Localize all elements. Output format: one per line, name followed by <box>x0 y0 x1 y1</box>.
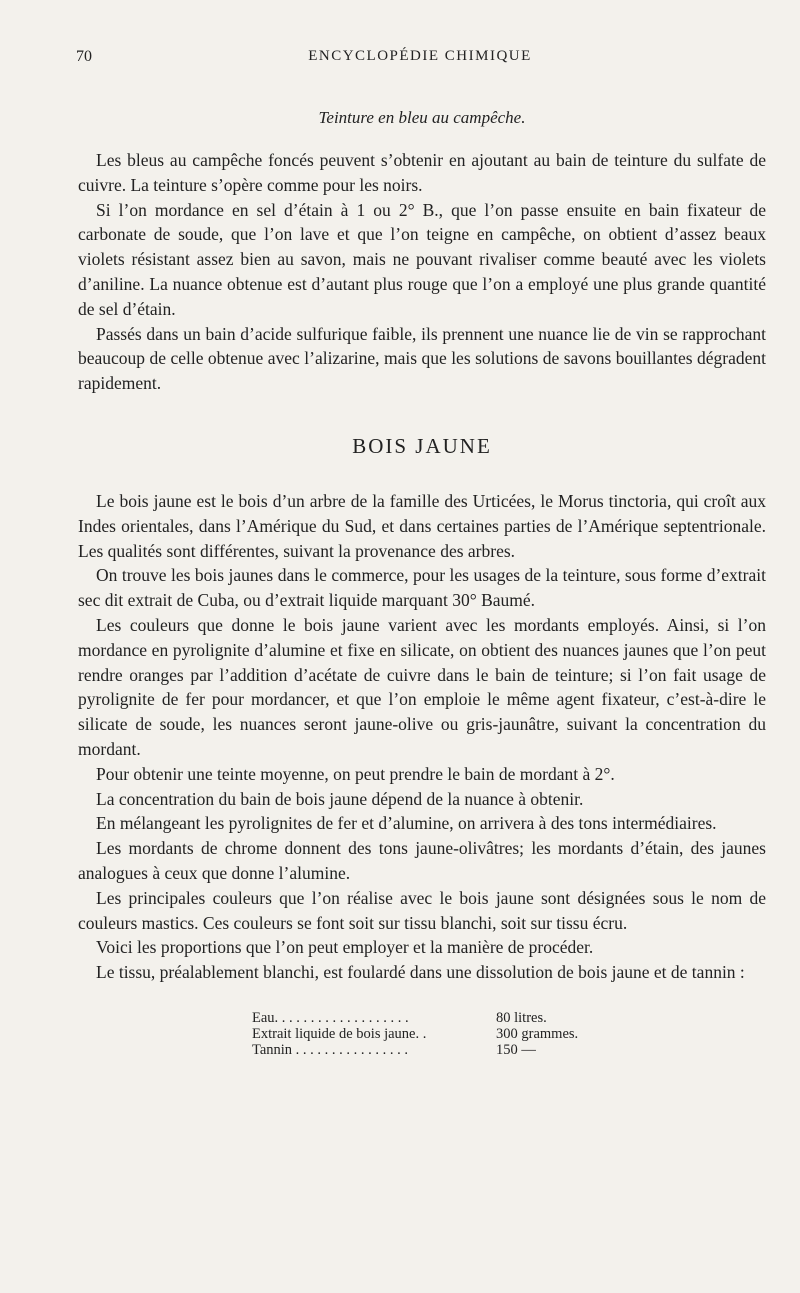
recipe-quantity: 300 grammes. <box>496 1025 579 1042</box>
running-title: ENCYCLOPÉDIE CHIMIQUE <box>308 48 532 64</box>
paragraph: En mélangeant les pyrolignites de fer et d’alumine, on arrivera à des tons intermédiaires. <box>96 813 717 834</box>
recipe-ingredient: Eau. . . . . . . . . . . . . . . . . . . <box>252 1009 409 1026</box>
paragraph: Passés dans un bain d’acide sulfurique faible, ils prennent une nuance lie de vin se rapprochant beaucoup de celle obtenue avec l’alizarine, mais que les solutions de savons bouillantes dégradent rapidement. <box>78 323 766 394</box>
page-header <box>76 48 764 70</box>
paragraph: Si l’on mordance en sel d’étain à 1 ou 2° B., que l’on passe ensuite en bain fixateur de carbonate de soude, que l’on lave et que l’on teigne en campêche, on obtient d’assez beaux violets résistant assez bien au savon, mais ne pouvant rivaliser comme beauté avec les violets d’aniline. La nuance obtenue est d’autant plus rouge que l’on a employé une plus grande quantité de sel d’étain. <box>78 199 766 319</box>
paragraph: Voici les proportions que l’on peut employer et la manière de procéder. <box>96 937 594 958</box>
recipe-quantity: 150 — <box>496 1041 536 1058</box>
section-title: BOIS JAUNE <box>352 433 492 458</box>
paragraph: La concentration du bain de bois jaune dépend de la nuance à obtenir. <box>96 788 584 809</box>
paragraph: Les principales couleurs que l’on réalise avec le bois jaune sont désignées sous le nom de couleurs mastics. Ces couleurs se font soit sur tissu blanchi, soit sur tissu écru. <box>78 887 766 933</box>
recipe-row <box>252 1010 766 1026</box>
page-body <box>78 108 766 1058</box>
paragraph: Le bois jaune est le bois d’un arbre de la famille des Urticées, le Morus tinctoria, qui croît aux Indes orientales, dans l’Amérique du Sud, et dans certaines parties de l’Amérique septentrionale. Les qualités sont différentes, suivant la provenance des arbres. <box>78 490 766 561</box>
paragraph: Les bleus au campêche foncés peuvent s’obtenir en ajoutant au bain de teinture du sulfate de cuivre. La teinture s’opère comme pour les noirs. <box>78 150 766 195</box>
recipe-row <box>252 1042 766 1058</box>
page-number: 70 <box>76 48 92 65</box>
paragraph: Les couleurs que donne le bois jaune varient avec les mordants employés. Ainsi, si l’on mordance en pyrolignite d’alumine et fixe en silicate, on obtient des nuances jaunes que l’on peut rendre oranges par l’addition d’acétate de cuivre dans le bain de teinture; si l’on fait usage de pyrolignite de fer pour mordancer, et que l’on emploie le même agent fixateur, c’est-à-dire le silicate de soude, les nuances seront jaune-olive ou gris-jaunâtre, suivant la concentration du mordant. <box>78 614 766 759</box>
paragraph: Les mordants de chrome donnent des tons jaune-olivâtres; les mordants d’étain, des jaunes analogues à ceux que donne l’alumine. <box>78 838 766 883</box>
paragraph: Le tissu, préalablement blanchi, est foulardé dans une dissolution de bois jaune et de tannin : <box>96 962 745 983</box>
recipe-quantity: 80 litres. <box>496 1009 547 1026</box>
paragraph: Pour obtenir une teinte moyenne, on peut prendre le bain de mordant à 2°. <box>96 763 615 784</box>
recipe-ingredient: Tannin . . . . . . . . . . . . . . . . <box>252 1041 409 1058</box>
paragraph: On trouve les bois jaunes dans le commerce, pour les usages de la teinture, sous forme d’extrait sec dit extrait de Cuba, ou d’extrait liquide marquant 30° Baumé. <box>78 565 766 611</box>
recipe-row <box>252 1026 766 1042</box>
recipe-ingredient: Extrait liquide de bois jaune. . <box>252 1025 427 1042</box>
subsection-title: Teinture en bleu au campêche. <box>318 108 526 127</box>
recipe-table <box>252 1010 766 1058</box>
